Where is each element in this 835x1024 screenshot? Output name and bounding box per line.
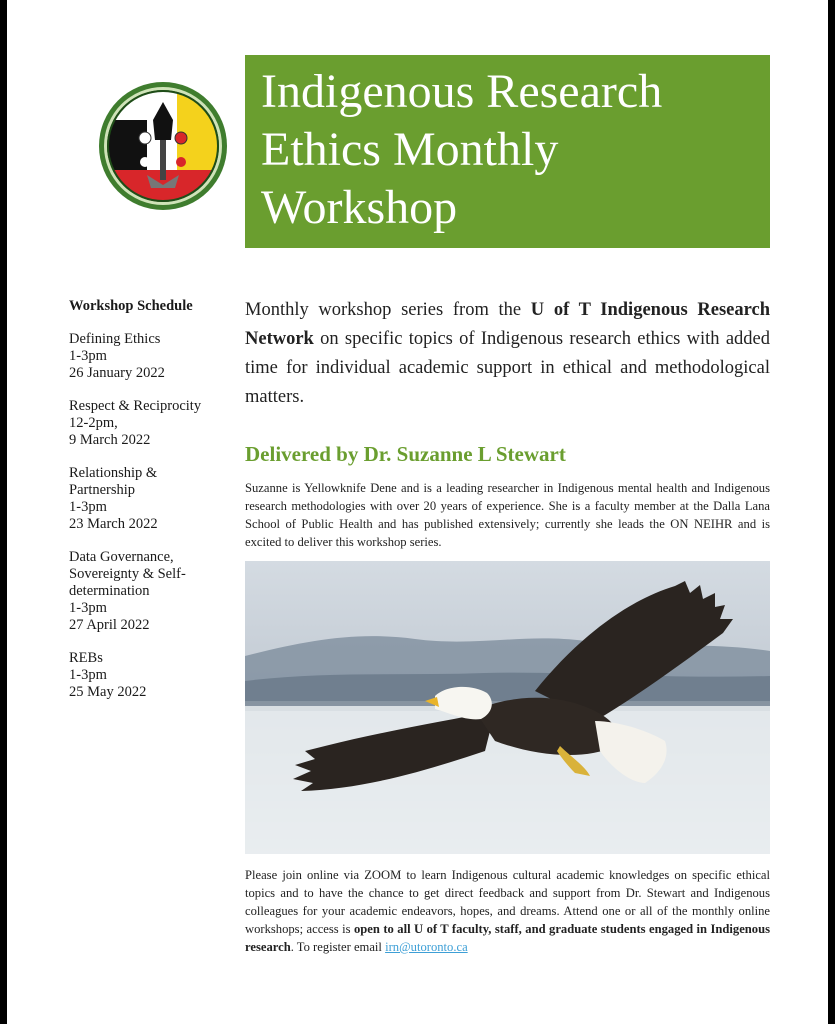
schedule-topic: Relationship & — [69, 465, 158, 481]
workshop-schedule — [69, 298, 219, 717]
schedule-item — [69, 465, 219, 533]
schedule-item — [69, 650, 219, 701]
presenter-heading: Delivered by Dr. Suzanne L Stewart — [245, 442, 566, 466]
register-email-link[interactable]: irn@utoronto.ca — [385, 940, 468, 954]
schedule-date: 26 January 2022 — [69, 365, 165, 381]
schedule-topic: determination — [69, 583, 150, 599]
page-title — [261, 63, 761, 237]
schedule-date: 23 March 2022 — [69, 516, 158, 532]
schedule-item — [69, 398, 219, 449]
intro-paragraph — [245, 296, 770, 412]
title-line-1: Indigenous Research — [261, 65, 663, 118]
schedule-item — [69, 549, 219, 634]
schedule-date: 25 May 2022 — [69, 684, 147, 700]
schedule-time: 1-3pm — [69, 667, 107, 683]
presenter-bio: Suzanne is Yellowknife Dene and is a leading researcher in Indigenous mental health and Indigenous research methodologies with over 20 years of experience. She is a faculty member at the Dalla Lana School of Public Health and has published extensively; currently she leads the ON NEIHR and is excited to deliver this workshop series. — [245, 481, 770, 549]
schedule-time: 1-3pm — [69, 499, 107, 515]
schedule-item — [69, 331, 219, 382]
audience-text: open to all U of T faculty, staff, and graduate students engaged in Indigenous research — [245, 922, 770, 954]
schedule-time: 12-2pm, — [69, 415, 118, 431]
schedule-date: 27 April 2022 — [69, 617, 150, 633]
registration-paragraph — [245, 866, 770, 956]
intro-text: on specific topics of Indigenous research ethics with added time for individual academic support in ethical and methodological matters. — [245, 329, 770, 407]
intro-text: Monthly workshop series from the — [245, 300, 531, 320]
schedule-topic: Partnership — [69, 482, 136, 498]
schedule-time: 1-3pm — [69, 600, 107, 616]
schedule-topic: REBs — [69, 650, 103, 666]
bald-eagle-photo — [245, 561, 770, 854]
schedule-topic: Defining Ethics — [69, 331, 161, 347]
schedule-time: 1-3pm — [69, 348, 107, 364]
flyer-page — [7, 0, 828, 1024]
footer-text: . To register email — [290, 940, 386, 954]
title-line-3: Workshop — [261, 181, 458, 234]
title-line-2: Ethics Monthly — [261, 123, 559, 176]
network-name: U of T Indigenous Research Network — [245, 300, 770, 349]
schedule-topic: Respect & Reciprocity — [69, 398, 202, 414]
title-banner — [245, 55, 770, 248]
schedule-topic: Sovereignty & Self- — [69, 566, 186, 582]
medicine-wheel-logo-icon — [97, 80, 229, 212]
schedule-topic: Data Governance, — [69, 549, 174, 565]
footer-text: Please join online via ZOOM to learn Indigenous cultural academic knowledges on specific ethical topics and to have the chance to get direct feedback and support from Dr. Stewart and Indigenous colleagues for your academic endeavors, hopes, and dreams. Attend one or all of the monthly online workshops; access is — [245, 868, 770, 936]
schedule-date: 9 March 2022 — [69, 432, 151, 448]
schedule-heading: Workshop Schedule — [69, 298, 193, 314]
